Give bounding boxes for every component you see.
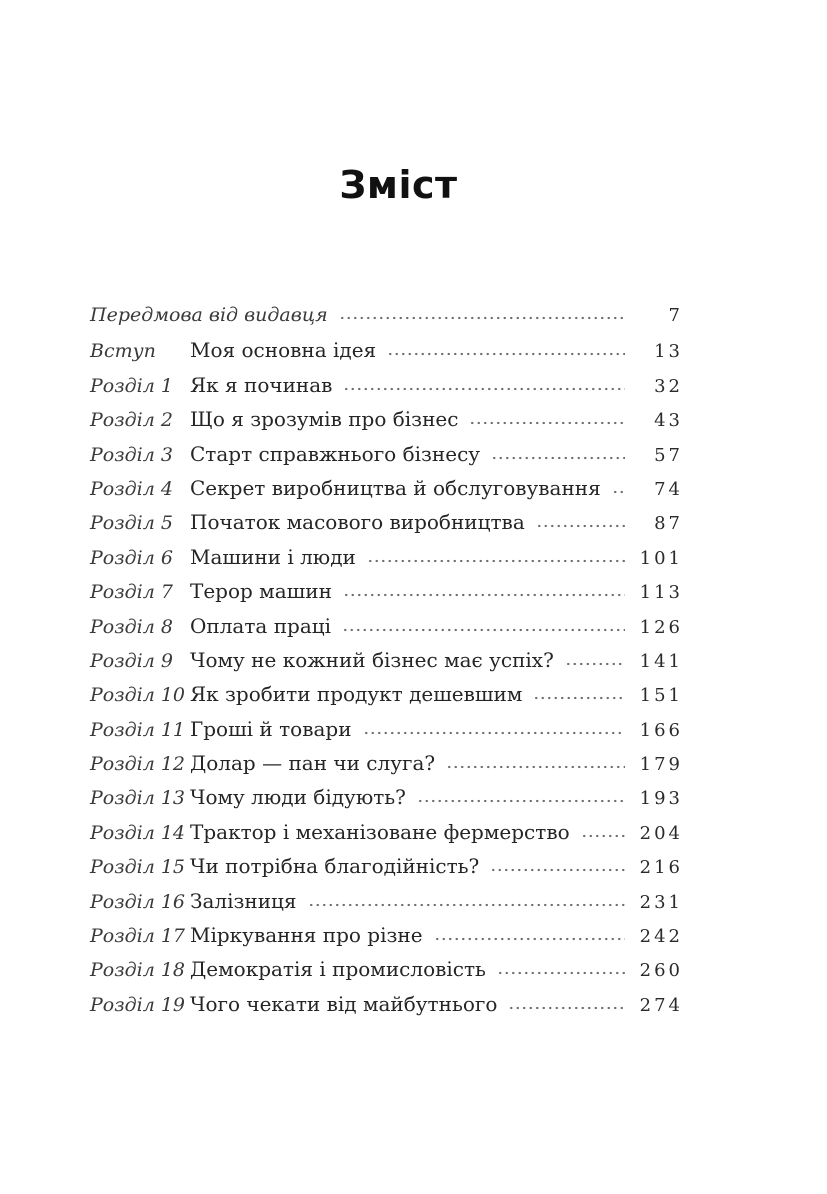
toc-entry-page: 216 (639, 857, 683, 879)
toc-entry-page: 141 (639, 650, 683, 672)
toc-entry-page: 57 (654, 444, 683, 466)
toc-entry-title: Початок масового виробництва (190, 510, 525, 535)
dot-leader (469, 414, 625, 426)
dot-leader (497, 964, 625, 976)
toc-entry-label: Розділ 1 (90, 374, 173, 397)
toc-entry-label: Розділ 12 (90, 753, 186, 776)
toc-entry-title: Оплата праці (190, 613, 332, 638)
dot-leader (491, 449, 625, 461)
toc-entry-title: Секрет виробництва й обслуговування (190, 475, 601, 500)
dot-leader (367, 552, 625, 564)
toc-entry (90, 785, 683, 819)
dot-leader (417, 792, 625, 804)
toc-entry-title: Залізниця (190, 888, 297, 913)
toc-entry-label: Передмова від видавця (90, 304, 328, 326)
toc-entry-page: 126 (639, 616, 683, 638)
toc-entry (90, 888, 683, 923)
toc-entry-page: 179 (639, 754, 683, 776)
dot-leader (536, 517, 625, 529)
dot-leader (446, 758, 625, 770)
toc-entry-label: Розділ 10 (90, 684, 186, 707)
toc-entry-title: Старт справжнього бізнесу (190, 441, 481, 466)
toc-entry-title: Трактор і механізоване фермерство (190, 819, 570, 844)
toc-entry (90, 304, 683, 338)
toc-entry-label: Розділ 2 (90, 409, 173, 432)
toc-entry-label: Вступ (90, 340, 156, 363)
dot-leader (343, 586, 625, 598)
toc-entry-label: Розділ 11 (90, 718, 186, 741)
toc-entry-page: 242 (639, 926, 683, 948)
dot-leader (308, 896, 625, 908)
toc-entry-page: 13 (654, 341, 683, 363)
toc-entry-title: Міркування про різне (190, 923, 423, 948)
toc-entry-label: Розділ 8 (90, 615, 173, 638)
toc-entry-title: Як я починав (190, 372, 333, 397)
toc-entry-page: 43 (654, 410, 683, 432)
toc-entry-label: Розділ 14 (90, 821, 186, 844)
toc-entry-page: 260 (639, 960, 683, 982)
dot-leader (343, 380, 625, 392)
toc-entry-page: 101 (639, 547, 683, 569)
toc-entry-label: Розділ 13 (90, 787, 186, 810)
dot-leader (434, 930, 625, 942)
toc-entry (90, 372, 683, 407)
toc-entry-title: Моя основна ідея (190, 338, 377, 363)
toc-entry-label: Розділ 15 (90, 856, 186, 879)
toc-entry-page: 274 (639, 994, 683, 1016)
toc-entry-title: Чого чекати від майбутнього (190, 991, 498, 1016)
toc-entry-label: Розділ 3 (90, 443, 173, 466)
toc-entry-label: Розділ 5 (90, 512, 173, 535)
toc-entry-page: 151 (639, 685, 683, 707)
dot-leader (565, 655, 625, 667)
toc-entry-title: Чому не кожний бізнес має успіх? (190, 647, 554, 672)
toc-entry (90, 579, 683, 613)
toc-entry-label: Розділ 17 (90, 925, 186, 948)
toc-entry-page: 32 (654, 375, 683, 397)
dot-leader (363, 724, 625, 736)
toc-entry-page: 231 (639, 891, 683, 913)
toc-entry (90, 441, 683, 476)
toc-entry (90, 510, 683, 544)
dot-leader (490, 861, 625, 873)
toc-entry-page: 193 (639, 788, 683, 810)
toc-entry (90, 854, 683, 888)
toc-entry (90, 957, 683, 991)
dot-leader (533, 689, 625, 701)
toc-entry-title: Чому люди бідують? (190, 785, 406, 810)
dot-leader (387, 345, 625, 357)
toc-entry (90, 819, 683, 854)
toc-entry-label: Розділ 19 (90, 993, 186, 1016)
toc-entry-label: Розділ 9 (90, 649, 173, 672)
toc-entry (90, 991, 683, 1026)
toc-entry (90, 923, 683, 957)
toc-entry-label: Розділ 7 (90, 581, 173, 604)
dot-leader (508, 999, 625, 1011)
toc-entry (90, 751, 683, 785)
page-title: Зміст (339, 163, 458, 207)
dot-leader (339, 309, 625, 321)
dot-leader (342, 621, 625, 633)
toc-entry-label: Розділ 6 (90, 546, 173, 569)
toc-entry-page: 74 (654, 478, 683, 500)
toc-entry (90, 613, 683, 648)
toc-entry-title: Гроші й товари (190, 716, 352, 741)
toc-entry-label: Розділ 18 (90, 959, 186, 982)
toc-entry (90, 338, 683, 372)
toc-list (90, 304, 683, 1026)
toc-entry-page: 204 (639, 822, 683, 844)
toc-entry-page: 87 (654, 513, 683, 535)
toc-entry (90, 407, 683, 441)
toc-entry-title: Як зробити продукт дешевшим (190, 682, 523, 707)
toc-entry (90, 716, 683, 751)
toc-entry-label: Розділ 16 (90, 890, 186, 913)
toc-entry-title: Що я зрозумів про бізнес (190, 407, 459, 432)
toc-entry-title: Чи потрібна благодійність? (190, 854, 480, 879)
toc-entry-title: Демократія і промисловість (190, 957, 486, 982)
toc-entry-page: 166 (639, 719, 683, 741)
toc-entry-title: Долар — пан чи слуга? (190, 751, 436, 776)
toc-entry-label: Розділ 4 (90, 477, 173, 500)
toc-entry-page: 113 (639, 582, 683, 604)
toc-entry-title: Терор машин (190, 579, 332, 604)
toc-entry (90, 682, 683, 716)
toc-entry (90, 475, 683, 510)
toc-entry (90, 647, 683, 682)
dot-leader (581, 827, 625, 839)
toc-entry-page: 7 (668, 305, 683, 326)
toc-entry (90, 544, 683, 579)
toc-entry-title: Машини і люди (190, 544, 356, 569)
dot-leader (612, 483, 626, 495)
